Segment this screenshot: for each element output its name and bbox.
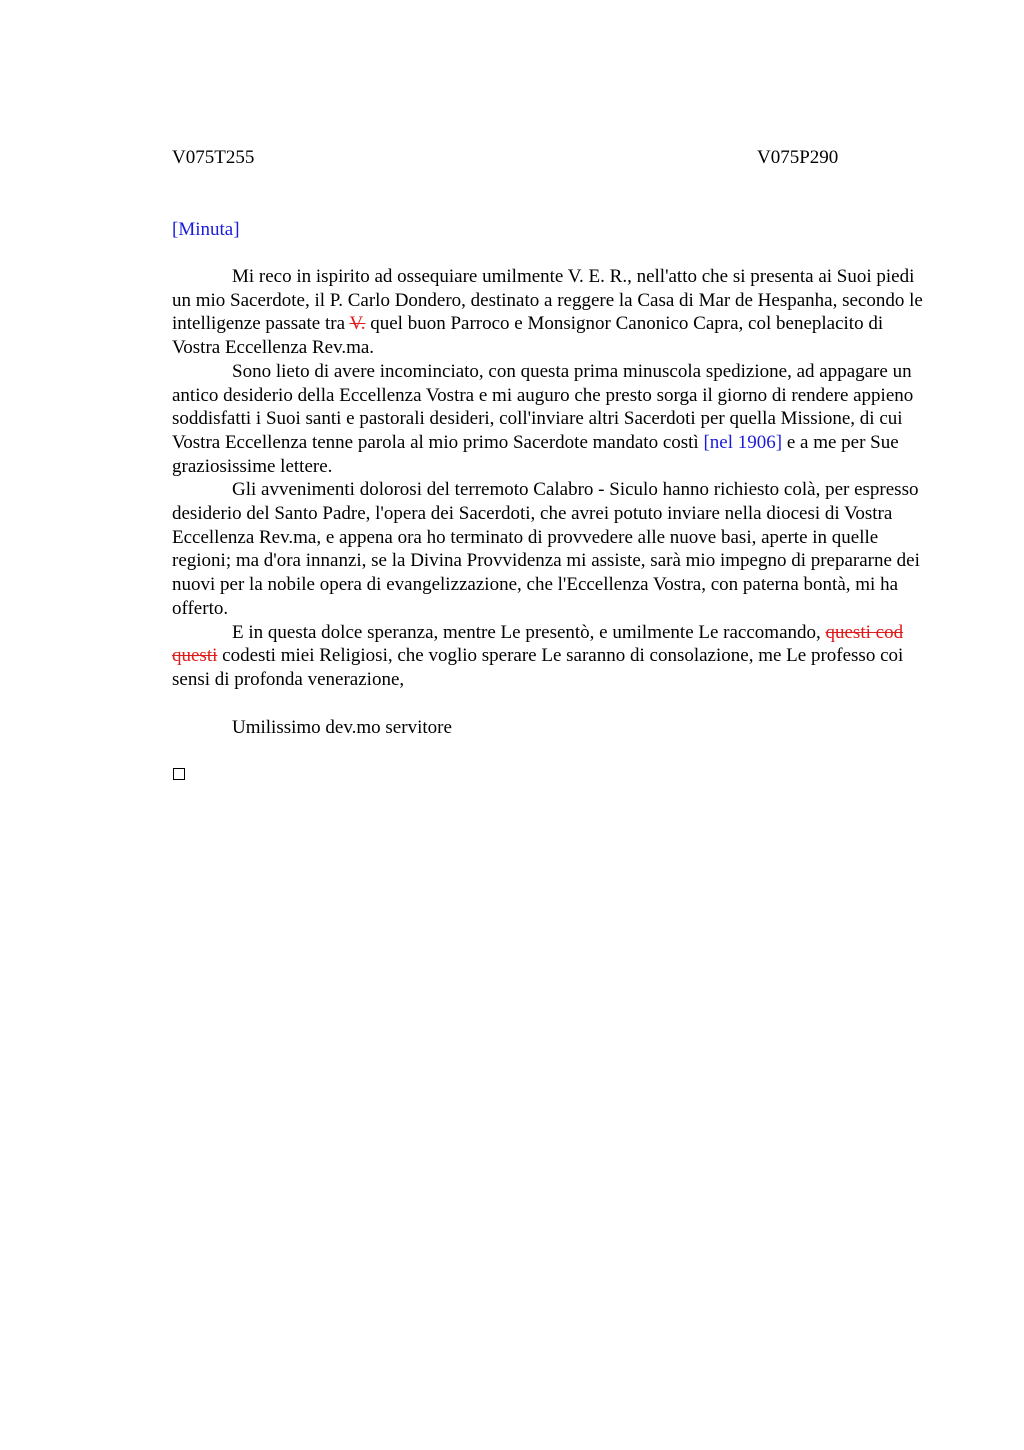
paragraph-2 [172, 360, 932, 479]
document-code-right: V075P290 [757, 147, 839, 168]
paragraph-4-text-a: E in questa dolce speranza, mentre Le presentò, e umilmente Le raccomando, [232, 621, 826, 643]
paragraph-1-text-a: Mi reco in ispirito ad ossequiare umilmente V. E. R., nell'atto che si presenta ai Suoi piedi un mio Sacerdote, il P. Carlo Dondero, destinato a reggere la Casa di Mar de Hespanha, secondo le intelligenze passate tra [172, 266, 923, 335]
paragraph-4 [172, 621, 932, 692]
paragraph-1-text-b: quel buon Parroco e Monsignor Canonico Capra, col beneplacito di Vostra Eccellenza Rev.ma. [172, 313, 884, 359]
paragraph-4-text-b: codesti miei Religiosi, che voglio sperare Le saranno di consolazione, me Le professo coi sensi di profonda venerazione, [172, 645, 904, 690]
paragraph-1 [172, 265, 932, 360]
letter-body [172, 265, 932, 692]
paragraph-3: Gli avvenimenti dolorosi del terremoto Calabro - Siculo hanno richiesto colà, per espresso desiderio del Santo Padre, l'opera dei Sacerdoti, che avrei potuto inviare nella diocesi di Vostra Eccellenza Rev.ma, e appena ora ho terminato di provvedere alle nuove basi, aperte in quelle regioni; ma d'ora innanzi, se la Divina Provvidenza mi assiste, sarà mio impegno di prepararne dei nuovi per la nobile opera di evangelizzazione, che l'Eccellenza Vostra, con paterna bontà, mi ha offerto. [172, 479, 920, 619]
closing-salutation: Umilissimo dev.mo servitore [232, 717, 452, 738]
deleted-text: questi cod questi [172, 621, 904, 667]
editorial-note-date: [nel 1906] [703, 431, 783, 453]
editorial-note-minuta: [Minuta] [172, 219, 240, 240]
paragraph-2-text-a: Sono lieto di avere incominciato, con questa prima minuscola spedizione, ad appagare un antico desiderio della Eccellenza Vostra e mi auguro che presto sorga il giorno di rendere appieno soddisfatti i Suoi santi e pastorali desideri, coll'inviare altri Sacerdoti per quella Missione, di cui Vostra Eccellenza tenne parola al mio primo Sacerdote mandato costì [172, 360, 914, 453]
deleted-text: V. [349, 313, 366, 335]
paragraph-2-text-b: e a me per Sue graziosissime lettere. [172, 431, 899, 477]
document-code-left: V075T255 [172, 147, 255, 168]
empty-square-icon [173, 768, 185, 780]
